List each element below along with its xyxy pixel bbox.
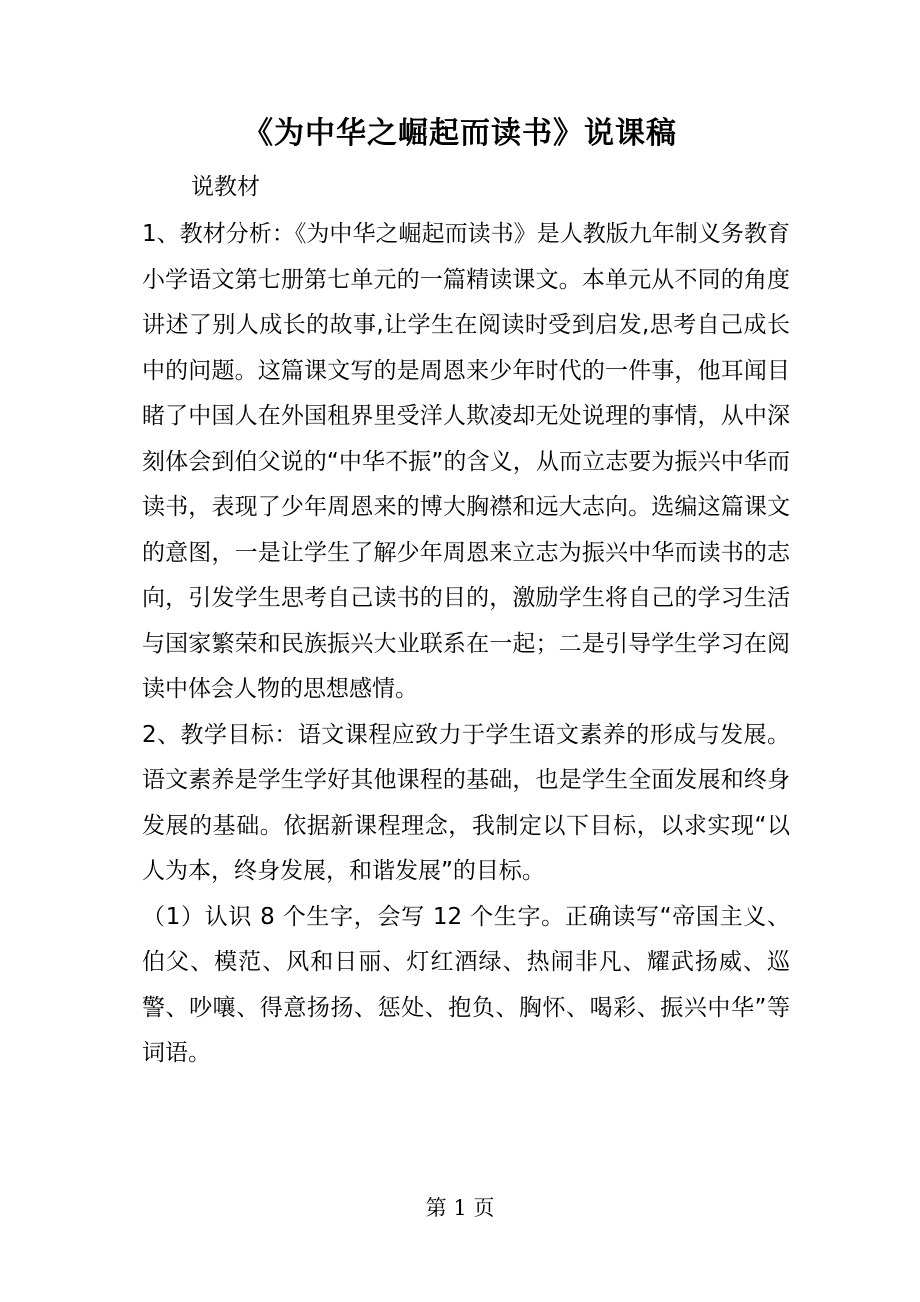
section-heading: 说教材 <box>191 174 260 200</box>
document-title: 《为中华之崛起而读书》说课稿 <box>243 116 677 151</box>
page-number: 第 1 页 <box>425 1196 495 1220</box>
paragraph-goal-one: （1）认识 8 个生字，会写 12 个生字。正确读写“帝国主义、伯父、模范、风和日丽、灯红酒绿、热闹非凡、耀武扬威、巡警、吵嚷、得意扬扬、惩处、抱负、胸怀、喝彩、振兴中华”等词语。 <box>142 903 790 1066</box>
document-body <box>142 212 790 1077</box>
paragraph-textbook-analysis: 1、教材分析：《为中华之崛起而读书》是人教版九年制义务教育小学语文第七册第七单元的一篇精读课文。本单元从不同的角度讲述了别人成长的故事,让学生在阅读时受到启发,思考自己成长中的问题。这篇课文写的是周恩来少年时代的一件事，他耳闻目睹了中国人在外国租界里受洋人欺凌却无处说理的事情，从中深刻体会到伯父说的“中华不振”的含义，从而立志要为振兴中华而读书，表现了少年周恩来的博大胸襟和远大志向。选编这篇课文的意图，一是让学生了解少年周恩来立志为振兴中华而读书的志向，引发学生思考自己读书的目的，激励学生将自己的学习生活与国家繁荣和民族振兴大业联系在一起；二是引导学生学习在阅读中体会人物的思想感情。 <box>142 221 790 702</box>
paragraph-teaching-goals: 2、教学目标：语文课程应致力于学生语文素养的形成与发展。语文素养是学生学好其他课程的基础，也是学生全面发展和终身发展的基础。依据新课程理念，我制定以下目标，以求实现“以人为本，终身发展，和谐发展”的目标。 <box>142 721 790 884</box>
